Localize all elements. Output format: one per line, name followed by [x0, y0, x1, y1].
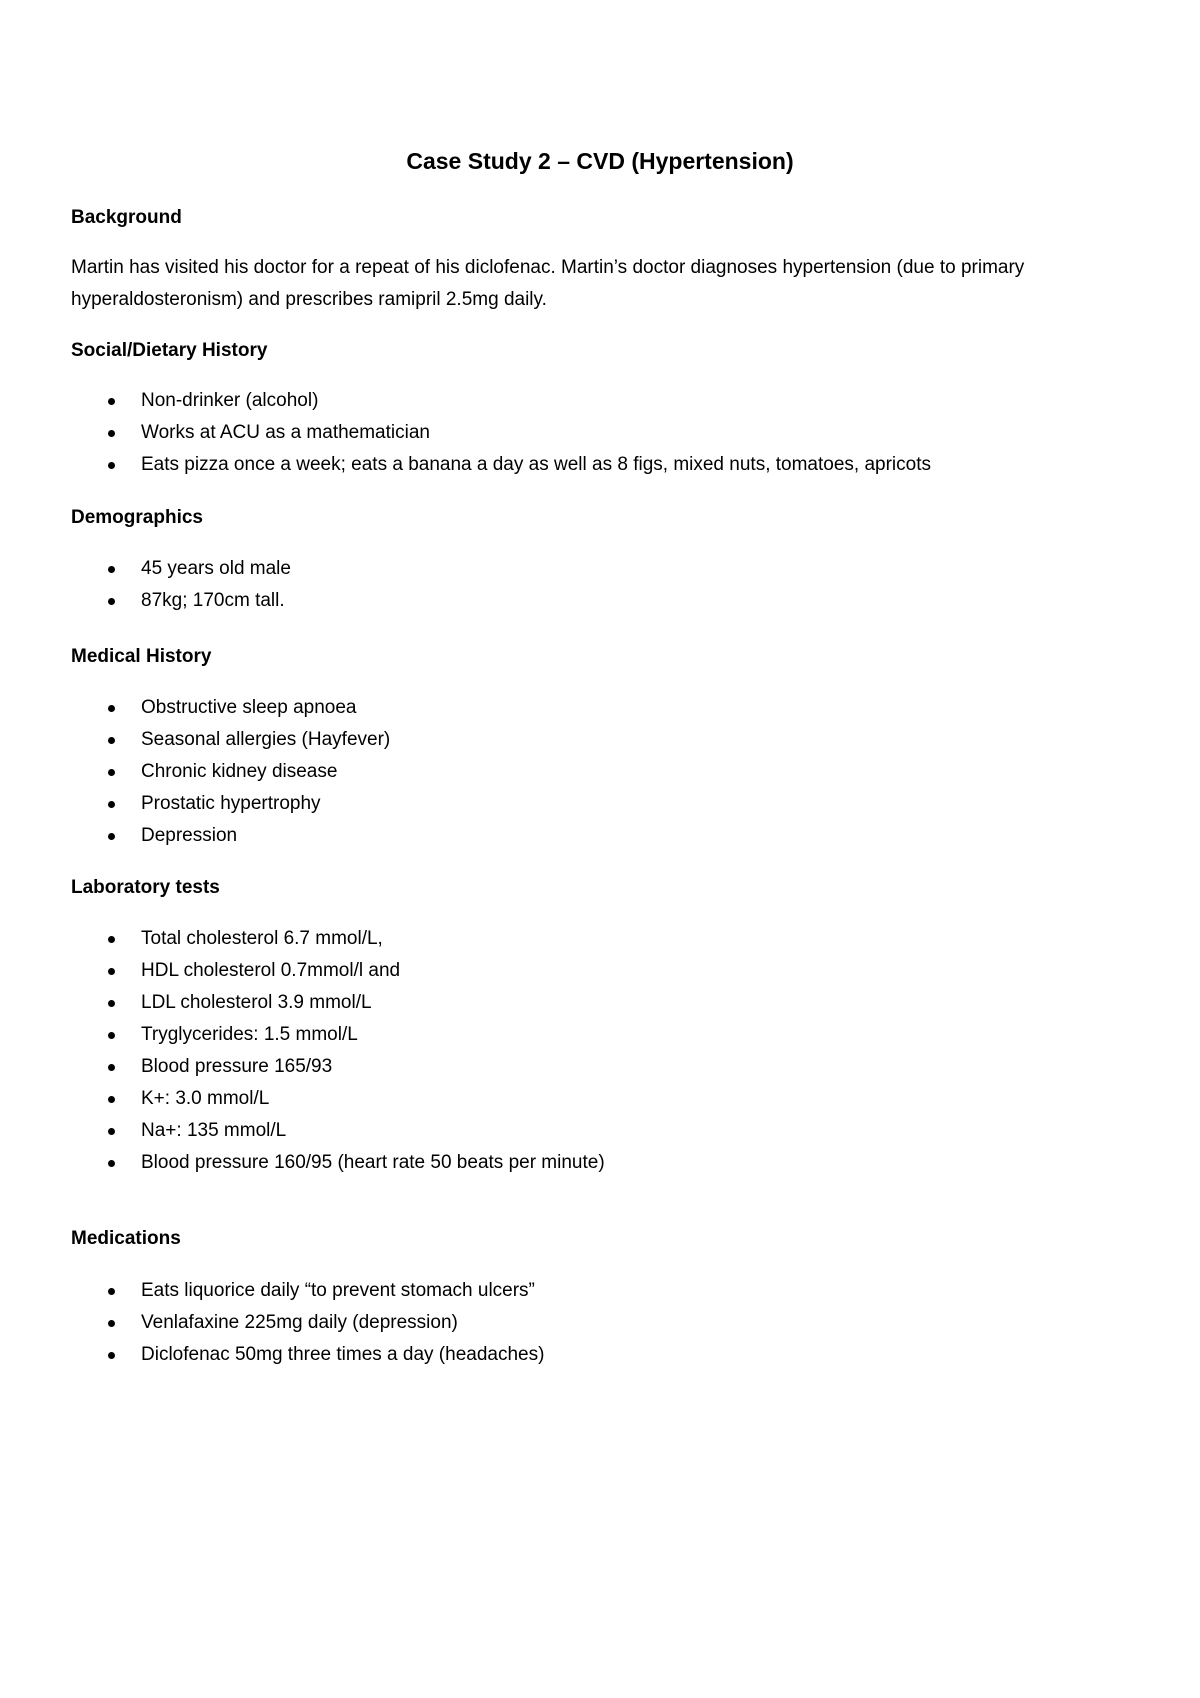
list-item: Blood pressure 160/95 (heart rate 50 beats per minute) — [0, 1147, 605, 1179]
bullet-icon — [108, 1128, 115, 1135]
medical-history-list — [0, 692, 390, 852]
list-item: Blood pressure 165/93 — [0, 1051, 605, 1083]
bullet-icon — [108, 398, 115, 405]
list-item: Non-drinker (alcohol) — [0, 385, 931, 417]
bullet-icon — [108, 1000, 115, 1007]
bullet-icon — [108, 1032, 115, 1039]
bullet-icon — [108, 1064, 115, 1071]
bullet-icon — [108, 833, 115, 840]
list-item: Prostatic hypertrophy — [0, 788, 390, 820]
list-item: Tryglycerides: 1.5 mmol/L — [0, 1019, 605, 1051]
bullet-icon — [108, 1160, 115, 1167]
background-paragraph — [71, 252, 1131, 316]
medications-list — [0, 1275, 544, 1371]
list-item: Total cholesterol 6.7 mmol/L, — [0, 923, 605, 955]
bullet-icon — [108, 769, 115, 776]
social-history-heading: Social/Dietary History — [71, 340, 268, 361]
bullet-icon — [108, 566, 115, 573]
bullet-icon — [108, 1288, 115, 1295]
list-item: Diclofenac 50mg three times a day (headaches) — [0, 1339, 544, 1371]
bullet-icon — [108, 598, 115, 605]
list-item: LDL cholesterol 3.9 mmol/L — [0, 987, 605, 1019]
list-item: Depression — [0, 820, 390, 852]
bullet-icon — [108, 1320, 115, 1327]
social-history-list — [0, 385, 931, 481]
list-item: 87kg; 170cm tall. — [0, 585, 291, 617]
demographics-heading: Demographics — [71, 507, 203, 528]
document-title: Case Study 2 – CVD (Hypertension) — [406, 148, 794, 174]
bullet-icon — [108, 430, 115, 437]
background-line-2: hyperaldosteronism) and prescribes ramipril 2.5mg daily. — [71, 289, 547, 310]
list-item: Eats liquorice daily “to prevent stomach ulcers” — [0, 1275, 544, 1307]
list-item: Obstructive sleep apnoea — [0, 692, 390, 724]
bullet-icon — [108, 462, 115, 469]
bullet-icon — [108, 936, 115, 943]
demographics-list — [0, 553, 291, 617]
list-item: Seasonal allergies (Hayfever) — [0, 724, 390, 756]
list-item: Works at ACU as a mathematician — [0, 417, 931, 449]
list-item: HDL cholesterol 0.7mmol/l and — [0, 955, 605, 987]
background-heading: Background — [71, 207, 182, 228]
list-item: K+: 3.0 mmol/L — [0, 1083, 605, 1115]
list-item: Na+: 135 mmol/L — [0, 1115, 605, 1147]
laboratory-tests-heading: Laboratory tests — [71, 877, 220, 898]
bullet-icon — [108, 801, 115, 808]
bullet-icon — [108, 737, 115, 744]
medical-history-heading: Medical History — [71, 646, 212, 667]
background-line-1: Martin has visited his doctor for a repeat of his diclofenac. Martin’s doctor diagnoses hypertension (due to primary — [71, 257, 1025, 278]
bullet-icon — [108, 1096, 115, 1103]
list-item: 45 years old male — [0, 553, 291, 585]
list-item: Chronic kidney disease — [0, 756, 390, 788]
bullet-icon — [108, 705, 115, 712]
bullet-icon — [108, 968, 115, 975]
bullet-icon — [108, 1352, 115, 1359]
list-item: Eats pizza once a week; eats a banana a day as well as 8 figs, mixed nuts, tomatoes, apricots — [0, 449, 931, 481]
laboratory-tests-list — [0, 923, 605, 1179]
list-item: Venlafaxine 225mg daily (depression) — [0, 1307, 544, 1339]
medications-heading: Medications — [71, 1228, 181, 1249]
